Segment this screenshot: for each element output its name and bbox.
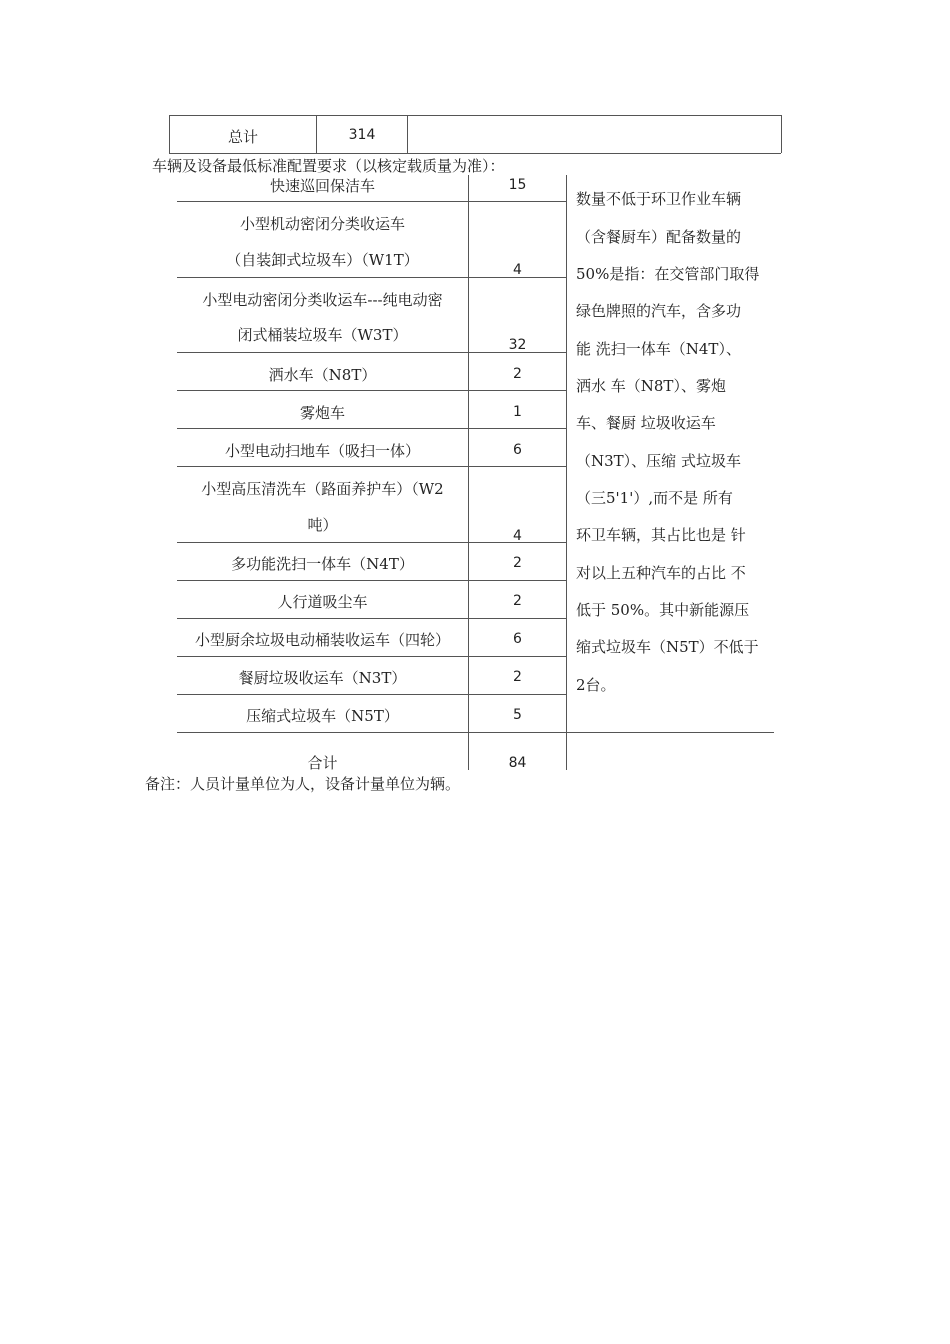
summary-border-top — [169, 115, 781, 116]
vehicle-qty: 4 — [513, 262, 522, 278]
vehicle-name: 雾炮车 — [299, 404, 345, 422]
vehicle-name: 小型高压清洗车（路面养护车）（W2 — [201, 480, 444, 498]
vehicle-qty: 2 — [513, 366, 522, 382]
vehicle-qty: 2 — [513, 555, 522, 571]
vehicle-name-line2: 闭式桶装垃圾车（W3T） — [237, 326, 408, 344]
vehicle-qty: 5 — [513, 707, 522, 723]
summary-border-right — [781, 115, 782, 153]
note-line: 低于 50%。其中新能源压 — [576, 601, 750, 619]
section-title: 车辆及设备最低标准配置要求（以核定载质量为准）： — [152, 157, 505, 175]
vehicle-qty: 6 — [513, 631, 522, 647]
summary-label: 总计 — [227, 128, 258, 146]
vehicle-name: 人行道吸尘车 — [277, 593, 368, 611]
vehicle-qty: 2 — [513, 593, 522, 609]
vehicle-name-line2: （自装卸式垃圾车）（W1T） — [226, 251, 419, 269]
vehicle-qty: 32 — [508, 337, 527, 353]
row-divider — [177, 618, 566, 619]
vehicle-qty: 6 — [513, 442, 522, 458]
note-line: 数量不低于环卫作业车辆 — [576, 190, 742, 208]
vehicle-name-line2: 吨） — [307, 516, 338, 534]
vehicle-qty: 4 — [513, 528, 522, 544]
vehicle-name: 小型厨余垃圾电动桶装收运车（四轮） — [194, 631, 450, 649]
row-divider — [177, 580, 566, 581]
vehicle-name: 压缩式垃圾车（N5T） — [246, 707, 399, 725]
note-line: 洒水 车（N8T）、雾炮 — [576, 377, 726, 395]
vehicle-qty: 15 — [508, 177, 527, 193]
row-divider — [177, 390, 566, 391]
vehicle-name: 小型机动密闭分类收运车 — [239, 215, 405, 233]
vehicle-qty: 2 — [513, 669, 522, 685]
note-line: （三5'1'）,而不是 所有 — [576, 489, 733, 507]
vehicle-qty: 1 — [513, 404, 522, 420]
total-value: 84 — [508, 755, 527, 771]
vehicle-name: 小型电动扫地车（吸扫一体） — [224, 442, 420, 460]
summary-divider-2 — [407, 115, 408, 153]
summary-border-bottom — [169, 153, 781, 154]
note-line: 缩式垃圾车（N5T）不低于 — [576, 638, 759, 656]
note-line: 能 洗扫一体车（N4T）、 — [576, 340, 741, 358]
total-row-divider — [177, 732, 774, 733]
row-divider — [177, 428, 566, 429]
row-divider — [177, 466, 566, 467]
note-line: 对以上五种汽车的占比 不 — [576, 564, 746, 582]
row-divider — [177, 201, 566, 202]
vehicle-name: 多功能洗扫一体车（N4T） — [231, 555, 414, 573]
vehicle-name: 小型电动密闭分类收运车---纯电动密 — [202, 291, 443, 309]
col-divider-qty-note — [566, 175, 567, 770]
footnote: 备注：人员计量单位为人，设备计量单位为辆。 — [145, 775, 461, 793]
vehicle-name: 洒水车（N8T） — [268, 366, 377, 384]
note-line: 环卫车辆，其占比也是 针 — [576, 526, 746, 544]
vehicle-name: 餐厨垃圾收运车（N3T） — [238, 669, 407, 687]
note-line: 车、餐厨 垃圾收运车 — [576, 414, 716, 432]
note-line: 2台。 — [576, 676, 616, 694]
note-line: 50%是指：在交管部门取得 — [576, 265, 760, 283]
summary-value: 314 — [348, 127, 376, 143]
note-line: （含餐厨车）配备数量的 — [576, 228, 742, 246]
row-divider — [177, 656, 566, 657]
vehicle-name: 快速巡回保洁车 — [269, 177, 375, 195]
note-line: 绿色牌照的汽车，含多功 — [576, 302, 742, 320]
note-line: （N3T）、压缩 式垃圾车 — [576, 452, 741, 470]
row-divider — [177, 694, 566, 695]
total-label: 合计 — [307, 754, 338, 772]
